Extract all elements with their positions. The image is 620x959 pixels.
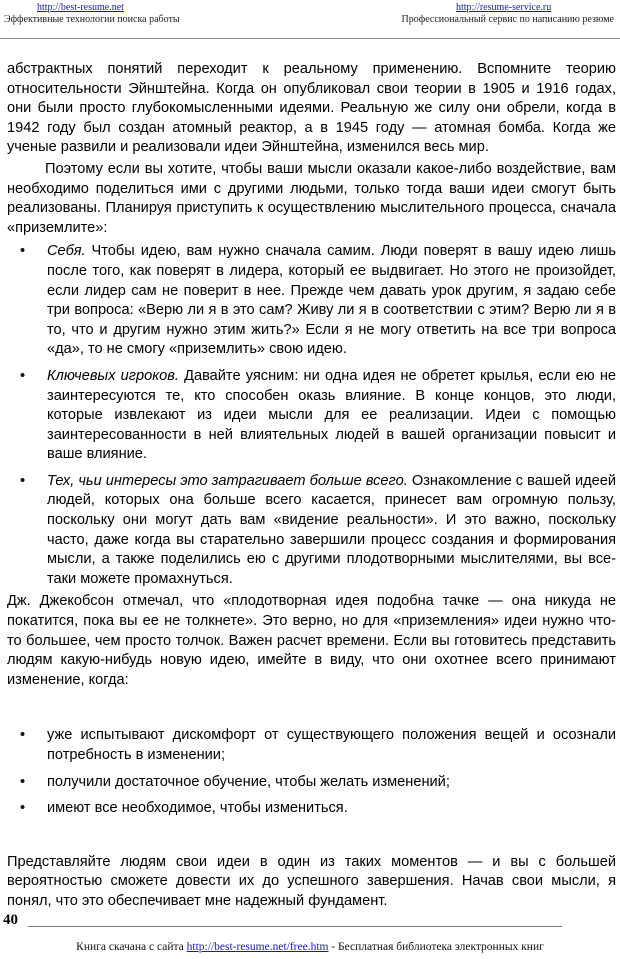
footer-note (0, 941, 620, 953)
page-body (7, 60, 616, 912)
paragraph-1: абстрактных понятий переходит к реальному применению. Вспомните теорию относительности Эйнштейна. Когда он опубликовал свои теории в 1905 и 1916 годах, они были просто глубокомысленными идеями. Реальную же силу они обрели, когда в 1942 году был создан атомный реактор, а в 1945 году — атомная бомба. Когда же ученые развили и реализовали идеи Эйнштейна, изменился весь мир. (7, 61, 616, 156)
list-item-text: получили достаточное обучение, чтобы желать изменений; (47, 773, 450, 790)
header-right-link[interactable]: http://resume-service.ru (456, 2, 552, 13)
footer-divider (28, 926, 562, 927)
bullet-icon: • (20, 773, 26, 790)
list-item (7, 773, 616, 793)
bullet-icon: • (20, 472, 26, 489)
header-left-subtitle: Эффективные технологии поиска работы (4, 14, 180, 25)
list-item (7, 472, 616, 590)
list-conditions (7, 726, 616, 818)
bullet-icon: • (20, 367, 26, 384)
list-item-lead: Тех, чьи интересы это затрагивает больше всего. (47, 472, 408, 489)
list-item-text: Чтобы идею, вам нужно сначала самим. Люди поверят в вашу идею лишь после того, как поверят в лидера, который ее выдвигает. Но этого не произойдет, если лидер сам не поверит в нее. Прежде чем давать урок другим, я задаю себе три вопроса: «Верю ли я в это сам? Живу ли я в соответствии с этим? Верю ли я в то, что и другим нужно этим жить?» Если я не могу ответить на все три вопроса «да», то не смогу «приземлить» свою идею. (47, 243, 616, 358)
list-item-text: Ознакомление с вашей идеей людей, которых она больше всего касается, принесет вам огромную пользу, поскольку они могут дать вам «видение реальности». И это важно, поскольку часто, даже когда вы старательно завершили процесс создания и формирования мысли, а также поделились ею с другими плодотворными мыслителями, вы все-таки можете промахнуться. (47, 472, 617, 587)
header-divider (0, 38, 620, 39)
list-item (7, 367, 616, 465)
footer-suffix: - Бесплатная библиотека электронных книг (328, 941, 544, 953)
paragraph-2: Поэтому если вы хотите, чтобы ваши мысли оказали какое-либо воздействие, вам необходимо поделиться ими с другими людьми, только тогда ваши идеи смогут быть реализованы. Планируя приступить к осуществлению мыслительного процесса, сначала «приземлите»: (7, 160, 616, 236)
footer-link[interactable]: http://best-resume.net/free.htm (186, 941, 329, 953)
list-item (7, 726, 616, 765)
header-right-subtitle: Профессиональный сервис по написанию резюме (401, 14, 614, 25)
list-item-text: Давайте уясним: ни одна идея не обретет крылья, если ею не заинтересуются те, кто способен оказь влияние. В конце концов, это люди, которые извлекают из идеи мысли для ее реализации. Идеи с помощью заинтересованности в ней влиятельных людей в вашей организации повысит и ваше влияние. (47, 367, 616, 463)
footer-prefix: Книга скачана с сайта (76, 941, 187, 953)
bullet-icon: • (20, 727, 26, 744)
header-left-link[interactable]: http://best-resume.net (37, 2, 124, 13)
list-grounding (7, 242, 616, 589)
list-item (7, 242, 616, 360)
bullet-icon: • (20, 243, 26, 260)
page-number: 40 (3, 912, 18, 928)
list-item (7, 799, 616, 819)
list-item-text: имеют все необходимое, чтобы измениться. (47, 800, 348, 817)
bullet-icon: • (20, 800, 26, 817)
list-item-lead: Ключевых игроков. (47, 367, 179, 384)
paragraph-3: Дж. Джекобсон отмечал, что «плодотворная идея подобна тачке — она никуда не покатится, пока вы ее не толкнете». Это верно, но для «приземления» идеи нужно что-то большее, чем просто толчок. Важен расчет времени. Если вы готовитесь представить людям какую-нибудь новую идею, имейте в виду, что они охотнее всего принимают изменение, когда: (7, 593, 616, 688)
list-item-text: уже испытывают дискомфорт от существующего положения вещей и осознали потребность в изменении; (47, 727, 616, 763)
paragraph-4: Представляйте людям свои идеи в один из таких моментов — и вы с большей вероятностью сможете довести их до успешного завершения. Начав свои мысли, я понял, что это обеспечивает мне надежный фундамент. (7, 853, 616, 909)
list-item-lead: Себя. (47, 243, 86, 260)
